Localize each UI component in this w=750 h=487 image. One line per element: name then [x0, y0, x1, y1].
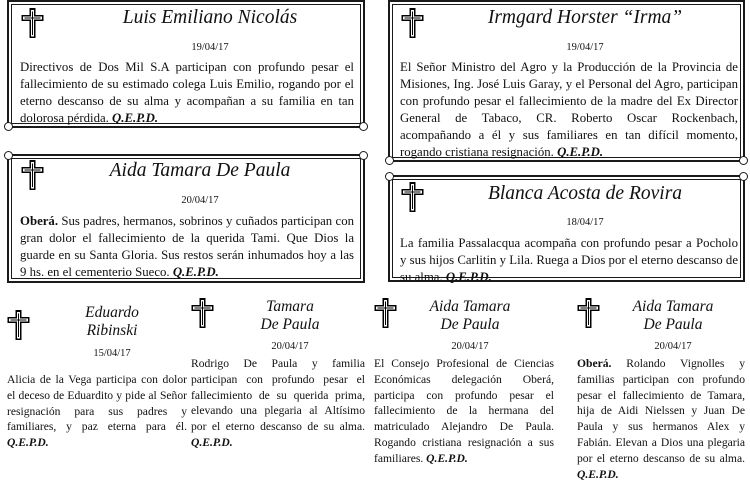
corner-ornament: [359, 151, 368, 160]
column-qepd: Q.E.P.D.: [577, 467, 619, 481]
column-name-line1: Eduardo: [85, 304, 139, 321]
column-name: [395, 298, 545, 334]
notice-name: Irmgard Horster “Irma”: [487, 7, 683, 28]
corner-ornament: [4, 151, 13, 160]
notice-lead: Oberá.: [20, 214, 59, 228]
notice-date: 18/04/17: [566, 217, 604, 228]
notice-date: 20/04/17: [181, 195, 219, 206]
column-name-line2: Ribinski: [86, 322, 138, 339]
notice-qepd: Q.E.P.D.: [172, 265, 219, 279]
column-body: El Consejo Profesional de Ciencias Económicas delegación Oberá, participa con profundo pesar el fallecimiento de la hermana del matriculado Alejandro De Paula. Rogando cristiana resignación a sus familiares.: [374, 357, 554, 465]
cross-icon: [21, 8, 44, 38]
column-qepd: Q.E.P.D.: [7, 436, 49, 450]
notice-name: Blanca Acosta de Rovira: [487, 183, 683, 204]
cross-icon: [401, 182, 424, 212]
column-body: Rodrigo De Paula y familia participan con profundo pesar el fallecimiento de su querida prima, elevando una plegaria al Altísimo por el eterno descanso de su alma.: [191, 357, 365, 434]
notice-body: La familia Passalacqua acompaña con profundo pesar a Pocholo y sus hijos Carlitin y Lila. Ruega a Dios por el eterno descanso de su alma.: [400, 236, 738, 284]
column-lead: Oberá.: [577, 357, 612, 370]
column-date: 20/04/17: [451, 341, 489, 352]
notice-qepd: Q.E.P.D.: [445, 270, 492, 284]
corner-ornament: [359, 122, 368, 131]
notice-name: Aida Tamara De Paula: [109, 160, 291, 181]
column-date: 20/04/17: [654, 341, 692, 352]
column-text: [191, 356, 365, 451]
notice-date: 19/04/17: [191, 42, 229, 53]
column-text: [577, 356, 745, 482]
column-name-line1: Aida Tamara: [429, 298, 511, 315]
column-name-line2: De Paula: [260, 316, 320, 333]
notice-date: 19/04/17: [566, 42, 604, 53]
notice-text: [400, 235, 738, 286]
column-text: [374, 356, 554, 467]
corner-ornament: [739, 156, 748, 165]
column-body: Rolando Vignolles y familias participan con profundo pesar el fallecimiento de Tamara, hija de Aidi Nielssen y Juan De Paula y sus hermanos Alex y Fabián. Elevan a Dios una plegaria por el eterno descanso de su alma.: [577, 357, 745, 465]
notice-body: El Señor Ministro del Agro y la Producción de la Provincia de Misiones, Ing. José Luis Garay, y el Personal del Agro, participan con profundo pesar el fallecimiento de la madre del Ex Director General de Tabaco, CR. Roberto Oscar Rockenbach, acompañando a él y sus familiares en tan difícil momento, rogando cristiana resignación.: [400, 60, 738, 159]
notice-text: [20, 59, 354, 127]
corner-ornament: [4, 122, 13, 131]
cross-icon: [191, 298, 214, 328]
notice-name: Luis Emiliano Nicolás: [122, 7, 298, 28]
column-name-line1: Tamara: [266, 298, 314, 315]
column-qepd: Q.E.P.D.: [426, 451, 468, 465]
notice-qepd: Q.E.P.D.: [557, 145, 604, 159]
cross-icon: [374, 298, 397, 328]
notice-qepd: Q.E.P.D.: [112, 111, 159, 125]
column-name-line2: De Paula: [440, 316, 500, 333]
column-name-line1: Aida Tamara: [632, 298, 714, 315]
column-name: [42, 304, 182, 340]
cross-icon: [7, 310, 30, 340]
column-text: [7, 372, 187, 451]
corner-ornament: [385, 156, 394, 165]
column-date: 20/04/17: [271, 341, 309, 352]
column-name: [220, 298, 360, 334]
cross-icon: [401, 8, 424, 38]
corner-ornament: [739, 172, 748, 181]
column-name: [598, 298, 748, 334]
cross-icon: [577, 298, 600, 328]
notice-text: [20, 213, 354, 281]
notice-body: Sus padres, hermanos, sobrinos y cuñados participan con gran dolor el fallecimiento de la querida Tami. Que Dios la guarde en su Santa Gloria. Sus restos serán inhumados hoy a las 9 hs. en el cementerio Sueco.: [20, 214, 354, 279]
column-qepd: Q.E.P.D.: [191, 435, 233, 449]
column-date: 15/04/17: [93, 348, 131, 359]
corner-ornament: [385, 172, 394, 181]
column-name-line2: De Paula: [643, 316, 703, 333]
notice-body: Directivos de Dos Mil S.A participan con profundo pesar el fallecimiento de su estimado colega Luis Emilio, rogando por el eterno descanso de su alma y acompañan a su familia en tan dolorosa pérdida.: [20, 60, 354, 125]
notice-text: [400, 59, 738, 161]
column-body: Alicia de la Vega participa con dolor el deceso de Eduardito y pide al Señor resignación para sus padres y familiares, y paz eterna para él.: [7, 373, 187, 434]
